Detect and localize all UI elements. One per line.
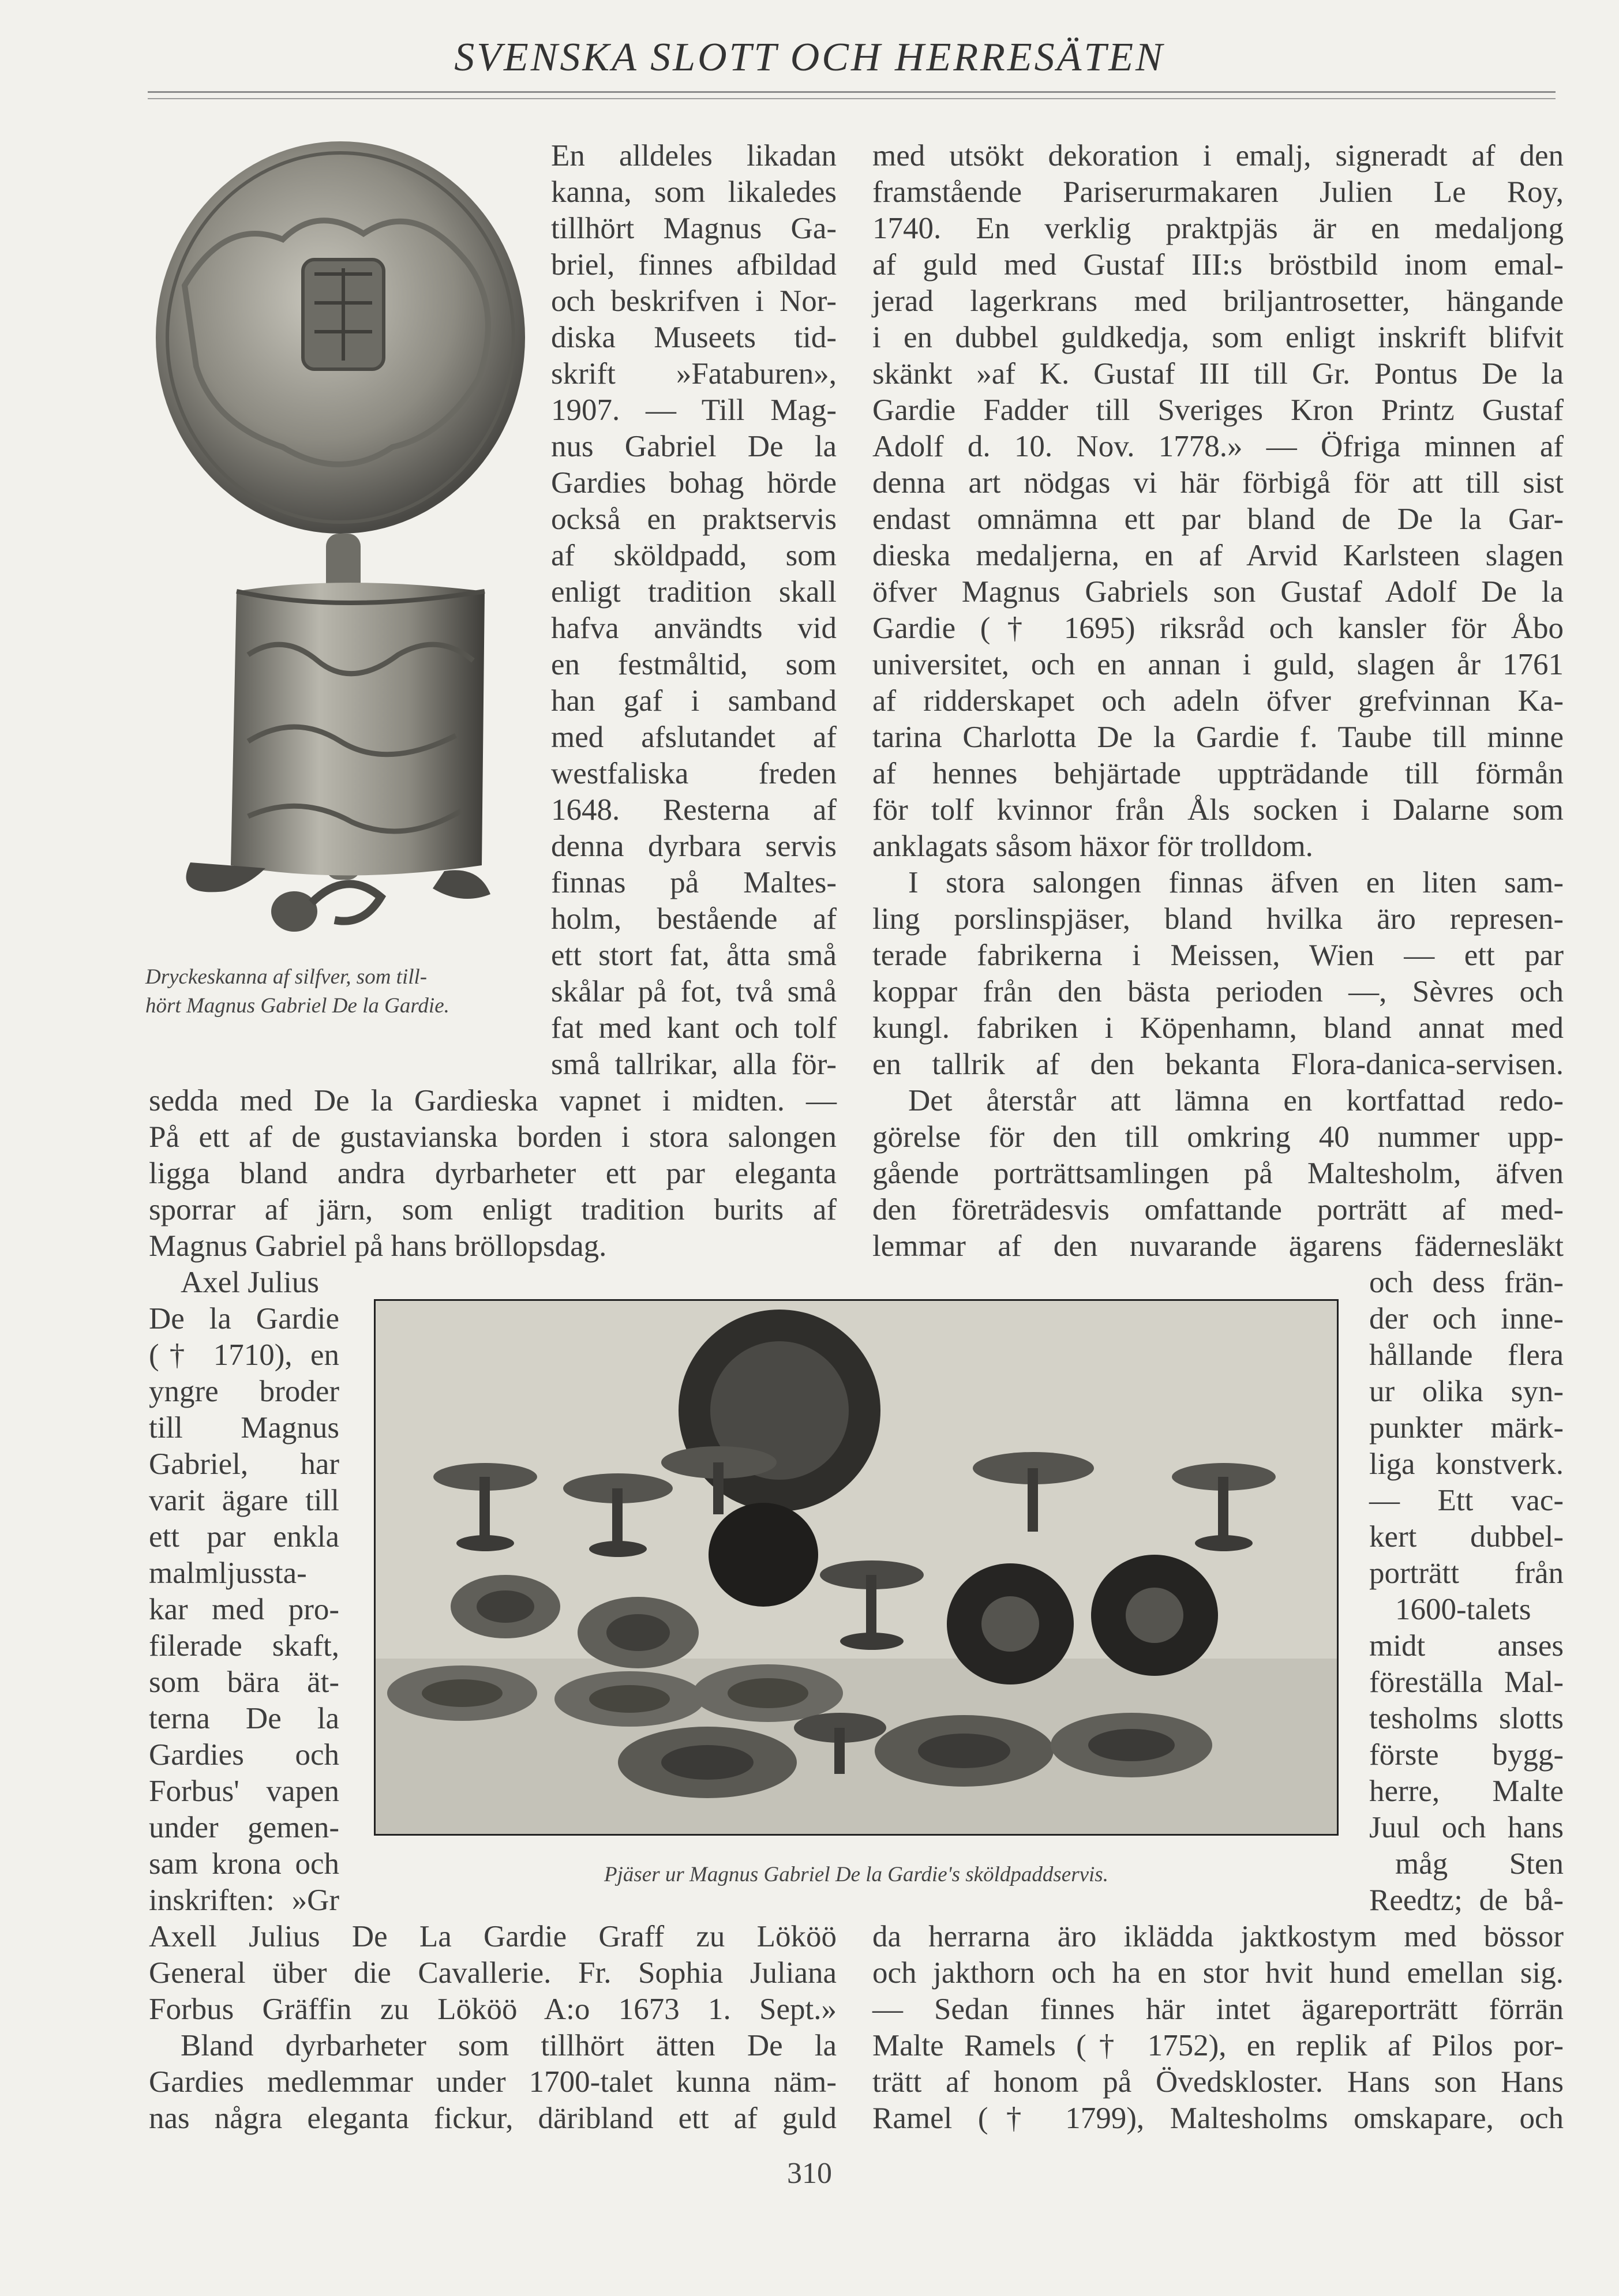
text-line: enligt tradition skall [551, 575, 837, 609]
text-line: da herrarna äro iklädda jaktkostym med bössor [872, 1920, 1564, 1953]
text-line: för tolf kvinnor från Åls socken i Dalarne som [872, 793, 1564, 827]
text-line: lemmar af den nuvarande ägarens fädernesläkt [872, 1229, 1564, 1263]
tankard-illustration [144, 136, 537, 955]
text-line: en tallrik af den bekanta Flora-danica-servisen. [872, 1048, 1564, 1081]
text-line: briel, finnes afbildad [551, 248, 837, 282]
text-line: kert dubbel- [1369, 1520, 1564, 1554]
text-line: Gardies och [149, 1738, 339, 1772]
text-line: 1648. Resterna af [551, 793, 837, 827]
text-line: ur olika syn- [1369, 1375, 1564, 1408]
text-line: holm, bestående af [551, 902, 837, 936]
text-line: skålar på fot, två små [551, 975, 837, 1008]
service-illustration [376, 1301, 1337, 1834]
text-line: af ridderskapet och adeln öfver grefvinnan Ka- [872, 684, 1564, 718]
text-line: terade fabrikerna i Meissen, Wien — ett par [872, 939, 1564, 972]
text-line: af hennes behjärtade uppträdande till förmån [872, 757, 1564, 790]
running-header: SVENSKA SLOTT OCH HERRESÄTEN [454, 35, 1165, 80]
text-line: små tallrikar, alla för- [551, 1048, 837, 1081]
text-line: och beskrifven i Nor- [551, 284, 837, 318]
header-rule-thin [148, 98, 1556, 99]
text-line: dieska medaljerna, en af Arvid Karlsteen slagen [872, 539, 1564, 572]
text-line: inskriften: »Gr [149, 1884, 339, 1917]
text-line: Gardie Fadder till Sveriges Kron Printz Gustaf [872, 393, 1564, 427]
text-line: en festmåltid, som [551, 648, 837, 681]
text-line: gående porträttsamlingen på Maltesholm, äfven [872, 1157, 1564, 1190]
text-line: I stora salongen finnas äfven en liten sam- [908, 866, 1564, 899]
text-line: framstående Pariserurmakaren Julien Le Roy, [872, 175, 1564, 209]
text-line: endast omnämna ett par bland de De la Gar- [872, 502, 1564, 536]
text-line: tesholms slotts [1369, 1702, 1564, 1735]
text-line: liga konstverk. [1369, 1447, 1564, 1481]
text-line: — Ett vac- [1369, 1484, 1564, 1517]
text-line: ett stort fat, åtta små [551, 939, 837, 972]
text-line: Gabriel, har [149, 1447, 339, 1481]
text-line: porträtt från [1369, 1556, 1564, 1590]
text-line: skrift »Fataburen», [551, 357, 837, 391]
text-line: i en dubbel guldkedja, som enligt inskrift blifvit [872, 321, 1564, 354]
text-line: af guld med Gustaf III:s bröstbild inom emal- [872, 248, 1564, 282]
text-line: De la Gardie [149, 1302, 339, 1335]
text-line: till Magnus [149, 1411, 339, 1445]
header-rule [148, 91, 1556, 93]
text-line: Gardie († 1695) riksråd och kansler för Åbo [872, 611, 1564, 645]
tankard-caption-line-1: Dryckeskanna af silfver, som till- [145, 965, 428, 989]
text-line: med utsökt dekoration i emalj, signeradt af den [872, 139, 1564, 172]
text-line: skänkt »af K. Gustaf III till Gr. Pontus De la [872, 357, 1564, 391]
text-line: trätt af honom på Övedskloster. Hans son Hans [872, 2065, 1564, 2099]
text-line: 1907. — Till Mag- [551, 393, 837, 427]
text-line: sedda med De la Gardieska vapnet i midten. — [149, 1084, 837, 1117]
text-line: ett par enkla [149, 1520, 339, 1554]
text-line: under gemen- [149, 1811, 339, 1844]
text-line: jerad lagerkrans med briljantrosetter, hängande [872, 284, 1564, 318]
text-line: Gardies bohag hörde [551, 466, 837, 500]
text-line: med afslutandet af [551, 721, 837, 754]
text-line: 1740. En verklig praktpjäs är en medaljong [872, 212, 1564, 245]
text-line: öfver Magnus Gabriels son Gustaf Adolf De la [872, 575, 1564, 609]
text-line: anklagats såsom häxor för trolldom. [872, 830, 1313, 863]
text-line: Forbus' vapen [149, 1774, 339, 1808]
text-line: († 1710), en [149, 1338, 339, 1372]
text-line: Ramel († 1799), Maltesholms omskapare, och [872, 2102, 1564, 2135]
text-line: Malte Ramels († 1752), en replik af Pilos por- [872, 2029, 1564, 2062]
text-line: Axell Julius De La Gardie Graff zu Lököö [149, 1920, 837, 1953]
text-line: diska Museets tid- [551, 321, 837, 354]
page-number: 310 [787, 2157, 832, 2190]
text-line: denna art nödgas vi här förbigå för att till sist [872, 466, 1564, 500]
text-line: herre, Malte [1369, 1774, 1564, 1808]
text-line: fat med kant och tolf [551, 1011, 837, 1045]
text-line: — Sedan finnes här intet ägareporträtt förrän [872, 1993, 1564, 2026]
text-line: filerade skaft, [149, 1629, 339, 1663]
tortoiseshell-service-photo [374, 1299, 1339, 1836]
text-line: som bära ät- [149, 1665, 339, 1699]
text-line: föreställa Mal- [1369, 1665, 1564, 1699]
text-line: han gaf i samband [551, 684, 837, 718]
text-line: görelse för den till omkring 40 nummer upp- [872, 1120, 1564, 1154]
text-line: koppar från den bästa perioden —, Sèvres och [872, 975, 1564, 1008]
text-line: der och inne- [1369, 1302, 1564, 1335]
text-line: förste bygg- [1369, 1738, 1564, 1772]
text-line: Bland dyrbarheter som tillhört ätten De la [181, 2029, 837, 2062]
text-line: General über die Cavallerie. Fr. Sophia Juliana [149, 1956, 837, 1990]
text-line: denna dyrbara servis [551, 830, 837, 863]
text-line: westfaliska freden [551, 757, 837, 790]
text-line: punkter märk- [1369, 1411, 1564, 1445]
text-line: kungl. fabriken i Köpenhamn, bland annat med [872, 1011, 1564, 1045]
text-line: sporrar af järn, som enligt tradition burits af [149, 1193, 837, 1226]
text-line: Forbus Gräffin zu Lököö A:o 1673 1. Sept.» [149, 1993, 837, 2026]
text-line: Juul och hans [1369, 1811, 1564, 1844]
text-line: midt anses [1369, 1629, 1564, 1663]
text-line: också en praktservis [551, 502, 837, 536]
text-line: nus Gabriel De la [551, 430, 837, 463]
text-line: tillhört Magnus Ga- [551, 212, 837, 245]
text-line: af sköldpadd, som [551, 539, 837, 572]
text-line: Magnus Gabriel på hans bröllopsdag. [149, 1229, 607, 1263]
text-line: den företrädesvis omfattande porträtt af med- [872, 1193, 1564, 1226]
text-line: Gardies medlemmar under 1700-talet kunna näm- [149, 2065, 837, 2099]
text-line: hafva användts vid [551, 611, 837, 645]
tankard-caption-line-2: hört Magnus Gabriel De la Gardie. [145, 994, 449, 1018]
text-line: sam krona och [149, 1847, 339, 1881]
text-line: nas några eleganta fickur, däribland ett af guld [149, 2102, 837, 2135]
text-line: och jakthorn och ha en stor hvit hund emellan sig. [872, 1956, 1564, 1990]
text-line: yngre broder [149, 1375, 339, 1408]
text-line: ligga bland andra dyrbarheter ett par eleganta [149, 1157, 837, 1190]
text-line: universitet, och en annan i guld, slagen år 1761 [872, 648, 1564, 681]
text-line: 1600-talets [1395, 1593, 1531, 1626]
text-line: På ett af de gustavianska borden i stora salongen [149, 1120, 837, 1154]
text-line: måg Sten [1395, 1847, 1564, 1881]
text-line: En alldeles likadan [551, 139, 837, 172]
text-line: Adolf d. 10. Nov. 1778.» — Öfriga minnen af [872, 430, 1564, 463]
text-line: Det återstår att lämna en kortfattad redo- [908, 1084, 1564, 1117]
text-line: finnas på Maltes- [551, 866, 837, 899]
service-caption: Pjäser ur Magnus Gabriel De la Gardie's sköldpaddservis. [604, 1863, 1108, 1886]
text-line: malmljussta- [149, 1556, 307, 1590]
text-line: Axel Julius [181, 1266, 319, 1299]
text-line: tarina Charlotta De la Gardie f. Taube till minne [872, 721, 1564, 754]
text-line: och dess frän- [1369, 1266, 1564, 1299]
text-line: ling porslinspjäser, bland hvilka äro represen- [872, 902, 1564, 936]
text-line: kanna, som likaledes [551, 175, 837, 209]
text-line: kar med pro- [149, 1593, 339, 1626]
text-line: Reedtz; de bå- [1369, 1884, 1564, 1917]
text-line: hållande flera [1369, 1338, 1564, 1372]
text-line: terna De la [149, 1702, 339, 1735]
text-line: varit ägare till [149, 1484, 339, 1517]
